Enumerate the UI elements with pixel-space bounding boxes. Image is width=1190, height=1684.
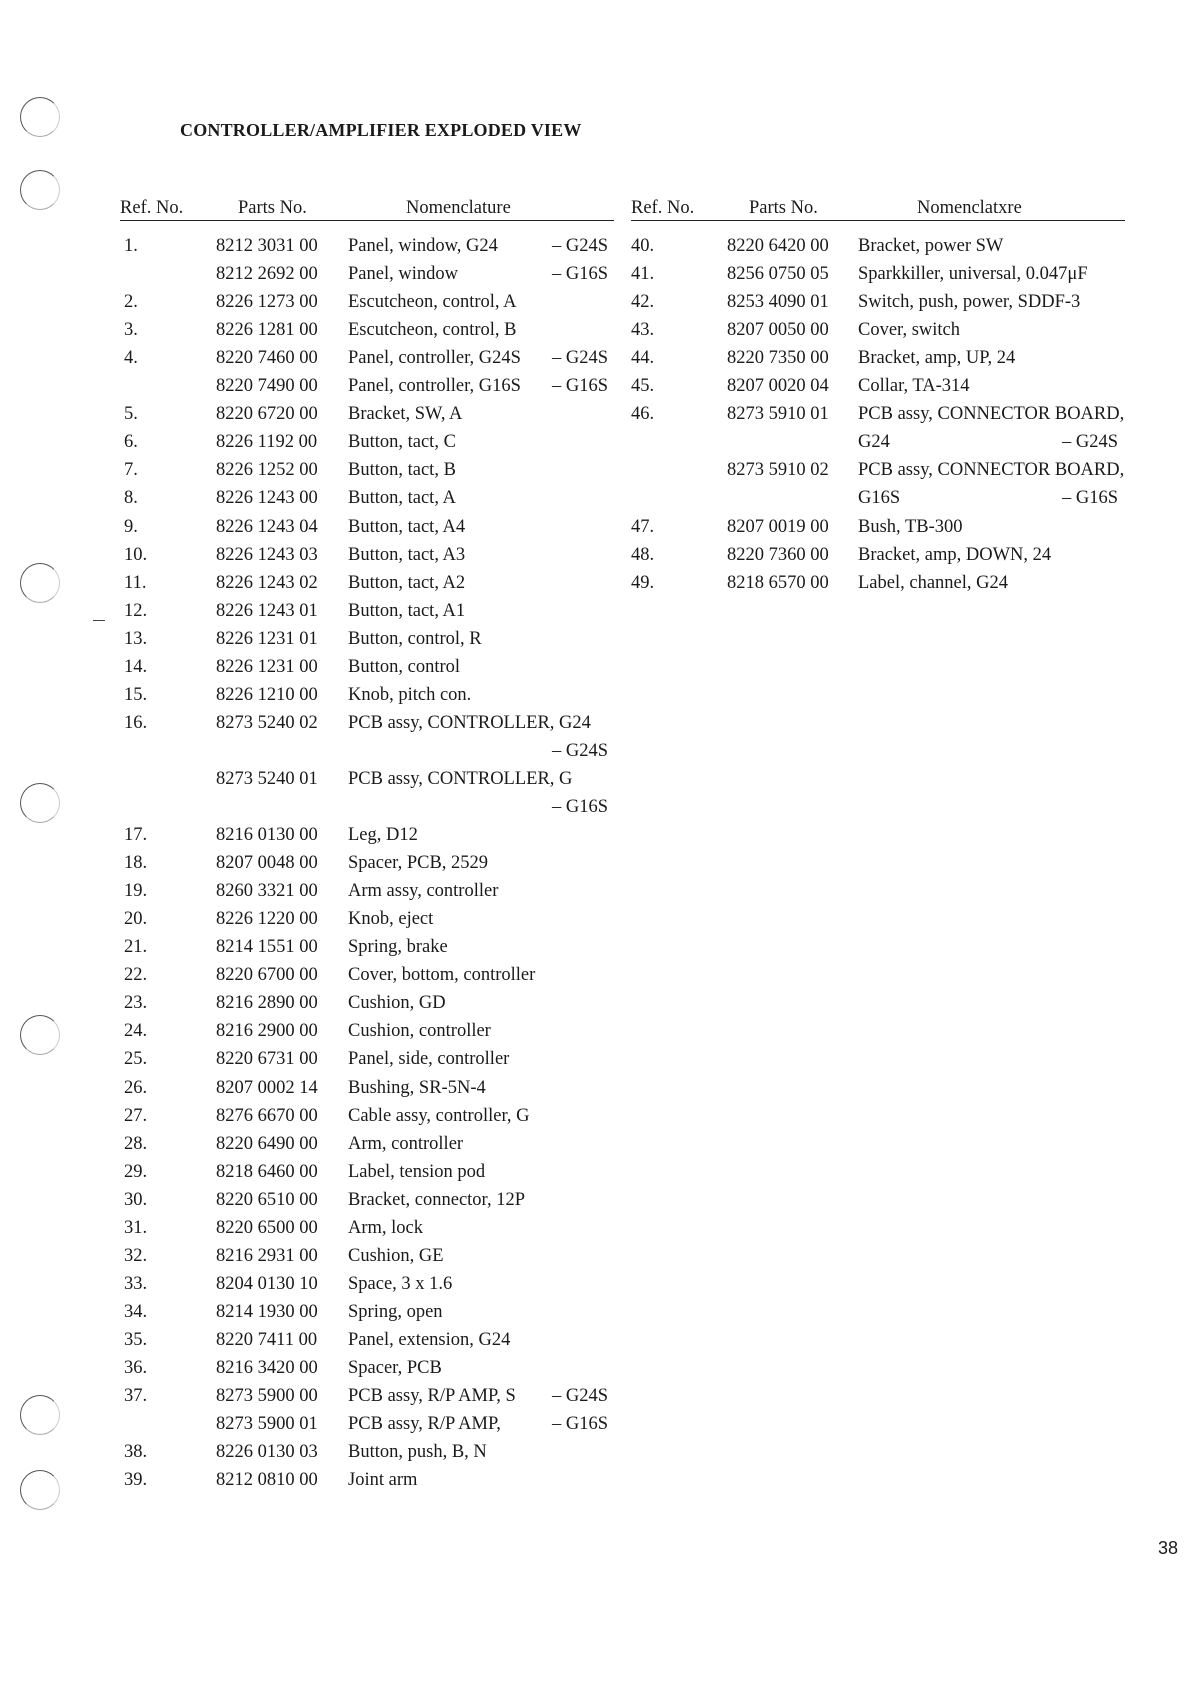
- ref-cell: 11.: [124, 572, 147, 593]
- nomenclature-cell: G24: [858, 432, 890, 453]
- model-cell: – G24S: [552, 348, 609, 369]
- ref-cell: 42.: [631, 292, 655, 313]
- table-row: [0, 400, 1190, 428]
- ref-cell: 1.: [124, 236, 138, 256]
- part-number-cell: 8218 6570 00: [727, 572, 829, 593]
- part-number-cell: 8273 5900 01: [216, 1414, 318, 1435]
- table-row: [0, 905, 1190, 933]
- nomenclature-cell: Button, tact, A2: [348, 572, 466, 593]
- nomenclature-cell: Knob, eject: [348, 909, 434, 930]
- part-number-cell: 8212 2692 00: [216, 264, 318, 285]
- table-row: [0, 316, 1190, 344]
- part-number-cell: 8220 6500 00: [216, 1217, 318, 1238]
- nomenclature-cell: Cover, bottom, controller: [348, 965, 536, 986]
- table-row: [0, 1354, 1190, 1382]
- table-row: [0, 484, 1190, 512]
- nomenclature-cell: Bracket, amp, DOWN, 24: [858, 544, 1052, 565]
- part-number-cell: 8207 0002 14: [216, 1077, 318, 1098]
- table-row: [0, 933, 1190, 961]
- left-header-rule: [120, 220, 614, 221]
- ref-cell: 14.: [124, 656, 148, 677]
- part-number-cell: 8256 0750 05: [727, 264, 829, 285]
- part-number-cell: 8226 1243 00: [216, 488, 318, 509]
- ref-cell: 20.: [124, 909, 148, 930]
- table-row: [0, 1270, 1190, 1298]
- ref-cell: 45.: [631, 376, 655, 397]
- nomenclature-cell: Bracket, power SW: [858, 236, 1004, 256]
- nomenclature-cell: Spring, open: [348, 1301, 443, 1322]
- left-header-nomenclature: Nomenclature: [406, 198, 511, 218]
- nomenclature-cell: Panel, side, controller: [348, 1049, 510, 1070]
- nomenclature-cell: Panel, controller, G24S: [348, 348, 521, 369]
- table-row: [0, 513, 1190, 541]
- nomenclature-cell: Spring, brake: [348, 937, 448, 958]
- table-row: [0, 232, 1190, 260]
- punch-hole: [20, 97, 60, 137]
- ref-cell: 36.: [124, 1358, 148, 1378]
- page-title: CONTROLLER/AMPLIFIER EXPLODED VIEW: [180, 120, 582, 140]
- part-number-cell: 8212 3031 00: [216, 236, 318, 256]
- ref-cell: 43.: [631, 320, 655, 341]
- table-row: [0, 849, 1190, 877]
- table-row: [0, 709, 1190, 737]
- part-number-cell: 8226 1273 00: [216, 292, 318, 313]
- table-row: [0, 681, 1190, 709]
- part-number-cell: 8214 1930 00: [216, 1301, 318, 1322]
- part-number-cell: 8273 5240 01: [216, 768, 318, 789]
- ref-cell: 49.: [631, 572, 655, 593]
- ref-cell: 41.: [631, 264, 655, 285]
- part-number-cell: 8226 1252 00: [216, 460, 318, 481]
- nomenclature-cell: Button, tact, A3: [348, 544, 466, 565]
- table-row: [0, 877, 1190, 905]
- nomenclature-cell: Button, control, R: [348, 628, 482, 649]
- part-number-cell: 8226 0130 03: [216, 1442, 318, 1463]
- part-number-cell: 8220 6420 00: [727, 236, 829, 256]
- table-row: [0, 1326, 1190, 1354]
- ref-cell: 32.: [124, 1245, 148, 1266]
- nomenclature-cell: Knob, pitch con.: [348, 684, 472, 705]
- ref-cell: 6.: [124, 432, 138, 453]
- model-cell: – G16S: [552, 376, 609, 397]
- nomenclature-cell: Escutcheon, control, A: [348, 292, 517, 313]
- nomenclature-cell: Arm assy, controller: [348, 881, 499, 902]
- table-row: [0, 456, 1190, 484]
- table-row: [0, 541, 1190, 569]
- nomenclature-cell: Bracket, connector, 12P: [348, 1189, 526, 1210]
- ref-cell: 5.: [124, 404, 138, 425]
- ref-cell: 29.: [124, 1161, 148, 1182]
- ref-cell: 8.: [124, 488, 138, 509]
- nomenclature-cell: Cushion, GE: [348, 1245, 444, 1266]
- ref-cell: 33.: [124, 1273, 148, 1294]
- table-row: [0, 1045, 1190, 1073]
- table-row: [0, 1242, 1190, 1270]
- ref-cell: 27.: [124, 1105, 148, 1126]
- ref-cell: 10.: [124, 544, 148, 565]
- ref-cell: 22.: [124, 965, 148, 986]
- table-row: [0, 1466, 1190, 1494]
- part-number-cell: 8273 5910 02: [727, 460, 829, 481]
- part-number-cell: 8226 1243 04: [216, 516, 318, 537]
- part-number-cell: 8226 1192 00: [216, 432, 318, 453]
- right-header-parts: Parts No.: [749, 198, 818, 218]
- ref-cell: 47.: [631, 516, 655, 537]
- nomenclature-cell: Label, channel, G24: [858, 572, 1008, 593]
- part-number-cell: 8276 6670 00: [216, 1105, 318, 1126]
- part-number-cell: 8220 6731 00: [216, 1049, 318, 1070]
- nomenclature-cell: Button, tact, A: [348, 488, 456, 509]
- nomenclature-cell: Space, 3 x 1.6: [348, 1273, 453, 1294]
- table-row: [0, 1438, 1190, 1466]
- part-number-cell: 8220 6720 00: [216, 404, 318, 425]
- ref-cell: 48.: [631, 544, 655, 565]
- nomenclature-cell: Cushion, GD: [348, 993, 446, 1014]
- nomenclature-cell: Button, tact, A4: [348, 516, 466, 537]
- table-row: [0, 1130, 1190, 1158]
- part-number-cell: 8216 2890 00: [216, 993, 318, 1014]
- ref-cell: 23.: [124, 993, 148, 1014]
- part-number-cell: 8220 6510 00: [216, 1189, 318, 1210]
- part-number-cell: 8207 0048 00: [216, 853, 318, 874]
- ref-cell: 12.: [124, 600, 148, 621]
- page-number: 38: [1157, 1538, 1178, 1558]
- ref-cell: 37.: [124, 1386, 148, 1407]
- part-number-cell: 8226 1243 03: [216, 544, 318, 565]
- model-cell: – G16S: [1062, 488, 1119, 509]
- part-number-cell: 8220 6700 00: [216, 965, 318, 986]
- part-number-cell: 8220 7490 00: [216, 376, 318, 397]
- nomenclature-cell: Spacer, PCB: [348, 1358, 442, 1378]
- part-number-cell: 8260 3321 00: [216, 881, 318, 902]
- table-row: [0, 793, 1190, 821]
- nomenclature-cell: Panel, controller, G16S: [348, 376, 521, 397]
- left-header-ref: Ref. No.: [120, 198, 184, 218]
- nomenclature-cell: Bracket, amp, UP, 24: [858, 348, 1016, 369]
- table-row: [0, 737, 1190, 765]
- nomenclature-cell: Joint arm: [348, 1470, 418, 1491]
- nomenclature-cell: Arm, controller: [348, 1133, 464, 1154]
- table-row: [0, 1214, 1190, 1242]
- ref-cell: 9.: [124, 516, 138, 537]
- nomenclature-cell: Cover, switch: [858, 320, 961, 341]
- table-row: [0, 260, 1190, 288]
- table-row: [0, 569, 1190, 597]
- model-cell: – G24S: [552, 236, 609, 256]
- ref-cell: 13.: [124, 628, 148, 649]
- ref-cell: 26.: [124, 1077, 148, 1098]
- ref-cell: 31.: [124, 1217, 148, 1238]
- part-number-cell: 8212 0810 00: [216, 1470, 318, 1491]
- nomenclature-cell: G16S: [858, 488, 901, 509]
- nomenclature-cell: Label, tension pod: [348, 1161, 486, 1182]
- ref-cell: 3.: [124, 320, 138, 341]
- ref-cell: 21.: [124, 937, 148, 958]
- nomenclature-cell: Button, tact, A1: [348, 600, 466, 621]
- model-cell: – G24S: [552, 1386, 609, 1407]
- part-number-cell: 8226 1281 00: [216, 320, 318, 341]
- nomenclature-cell: Panel, window: [348, 264, 458, 285]
- right-header-nomenclature: Nomenclatxre: [917, 198, 1022, 218]
- part-number-cell: 8204 0130 10: [216, 1273, 318, 1294]
- ref-cell: 18.: [124, 853, 148, 874]
- ref-cell: 19.: [124, 881, 148, 902]
- punch-hole: [20, 170, 60, 210]
- part-number-cell: 8214 1551 00: [216, 937, 318, 958]
- left-header-parts: Parts No.: [238, 198, 307, 218]
- right-header-rule: [631, 220, 1125, 221]
- part-number-cell: 8273 5910 01: [727, 404, 829, 425]
- table-row: [0, 625, 1190, 653]
- nomenclature-cell: PCB assy, R/P AMP, S: [348, 1386, 516, 1407]
- table-row: [0, 961, 1190, 989]
- ref-cell: 7.: [124, 460, 138, 481]
- part-number-cell: 8207 0020 04: [727, 376, 829, 397]
- part-number-cell: 8216 2900 00: [216, 1021, 318, 1042]
- part-number-cell: 8220 6490 00: [216, 1133, 318, 1154]
- model-cell: – G24S: [552, 740, 609, 761]
- nomenclature-cell: Spacer, PCB, 2529: [348, 853, 489, 874]
- nomenclature-cell: Button, tact, B: [348, 460, 456, 481]
- table-row: [0, 372, 1190, 400]
- part-number-cell: 8226 1210 00: [216, 684, 318, 705]
- table-row: [0, 1074, 1190, 1102]
- ref-cell: 24.: [124, 1021, 148, 1042]
- table-row: [0, 653, 1190, 681]
- ref-cell: 46.: [631, 404, 655, 425]
- table-row: [0, 288, 1190, 316]
- nomenclature-cell: Button, control: [348, 656, 461, 677]
- part-number-cell: 8220 7350 00: [727, 348, 829, 369]
- right-header-ref: Ref. No.: [631, 198, 695, 218]
- nomenclature-cell: Panel, extension, G24: [348, 1329, 511, 1350]
- nomenclature-cell: PCB assy, CONTROLLER, G: [348, 768, 573, 789]
- ref-cell: 16.: [124, 712, 148, 733]
- nomenclature-cell: Button, tact, C: [348, 432, 456, 453]
- nomenclature-cell: Cushion, controller: [348, 1021, 491, 1042]
- model-cell: – G16S: [552, 797, 609, 817]
- part-number-cell: 8226 1243 02: [216, 572, 318, 593]
- nomenclature-cell: Cable assy, controller, G: [348, 1105, 530, 1126]
- nomenclature-cell: Arm, lock: [348, 1217, 424, 1238]
- table-row: [0, 1017, 1190, 1045]
- ref-cell: 39.: [124, 1470, 148, 1491]
- part-number-cell: 8216 0130 00: [216, 825, 318, 846]
- part-number-cell: 8273 5900 00: [216, 1386, 318, 1407]
- ref-cell: 25.: [124, 1049, 148, 1070]
- table-row: [0, 1186, 1190, 1214]
- part-number-cell: 8226 1231 00: [216, 656, 318, 677]
- ref-cell: 2.: [124, 292, 138, 313]
- model-cell: – G16S: [552, 264, 609, 285]
- part-number-cell: 8226 1243 01: [216, 600, 318, 621]
- ref-cell: 44.: [631, 348, 655, 369]
- part-number-cell: 8220 7411 00: [216, 1329, 318, 1350]
- ref-cell: 35.: [124, 1329, 148, 1350]
- nomenclature-cell: Sparkkiller, universal, 0.047μF: [858, 264, 1088, 285]
- part-number-cell: 8218 6460 00: [216, 1161, 318, 1182]
- nomenclature-cell: Leg, D12: [348, 825, 418, 846]
- part-number-cell: 8253 4090 01: [727, 292, 829, 313]
- part-number-cell: 8226 1220 00: [216, 909, 318, 930]
- part-number-cell: 8273 5240 02: [216, 712, 318, 733]
- nomenclature-cell: PCB assy, CONNECTOR BOARD,: [858, 460, 1125, 481]
- ref-cell: 4.: [124, 348, 138, 369]
- ref-cell: 30.: [124, 1189, 148, 1210]
- part-number-cell: 8226 1231 01: [216, 628, 318, 649]
- table-row: [0, 428, 1190, 456]
- nomenclature-cell: Bracket, SW, A: [348, 404, 463, 425]
- nomenclature-cell: Bush, TB-300: [858, 516, 963, 537]
- ref-cell: 15.: [124, 684, 148, 705]
- nomenclature-cell: Button, push, B, N: [348, 1442, 487, 1463]
- ref-cell: 40.: [631, 236, 655, 256]
- part-number-cell: 8207 0050 00: [727, 320, 829, 341]
- model-cell: – G16S: [552, 1414, 609, 1435]
- table-row: [0, 821, 1190, 849]
- nomenclature-cell: Panel, window, G24: [348, 236, 498, 256]
- part-number-cell: 8216 2931 00: [216, 1245, 318, 1266]
- nomenclature-cell: PCB assy, CONTROLLER, G24: [348, 712, 591, 733]
- table-row: [0, 597, 1190, 625]
- table-row: [0, 989, 1190, 1017]
- nomenclature-cell: Bushing, SR-5N-4: [348, 1077, 486, 1098]
- table-row: [0, 1382, 1190, 1410]
- table-row: [0, 1410, 1190, 1438]
- table-row: [0, 1102, 1190, 1130]
- ref-cell: 38.: [124, 1442, 148, 1463]
- table-row: [0, 1158, 1190, 1186]
- part-number-cell: 8207 0019 00: [727, 516, 829, 537]
- model-cell: – G24S: [1062, 432, 1119, 453]
- part-number-cell: 8220 7360 00: [727, 544, 829, 565]
- nomenclature-cell: Switch, push, power, SDDF-3: [858, 292, 1081, 313]
- nomenclature-cell: Escutcheon, control, B: [348, 320, 517, 341]
- nomenclature-cell: PCB assy, R/P AMP,: [348, 1414, 501, 1435]
- ref-cell: 34.: [124, 1301, 148, 1322]
- part-number-cell: 8220 7460 00: [216, 348, 318, 369]
- table-row: [0, 1298, 1190, 1326]
- ref-cell: 28.: [124, 1133, 148, 1154]
- ref-cell: 17.: [124, 825, 148, 846]
- table-row: [0, 344, 1190, 372]
- nomenclature-cell: PCB assy, CONNECTOR BOARD,: [858, 404, 1125, 425]
- table-row: [0, 765, 1190, 793]
- nomenclature-cell: Collar, TA-314: [858, 376, 970, 397]
- part-number-cell: 8216 3420 00: [216, 1358, 318, 1378]
